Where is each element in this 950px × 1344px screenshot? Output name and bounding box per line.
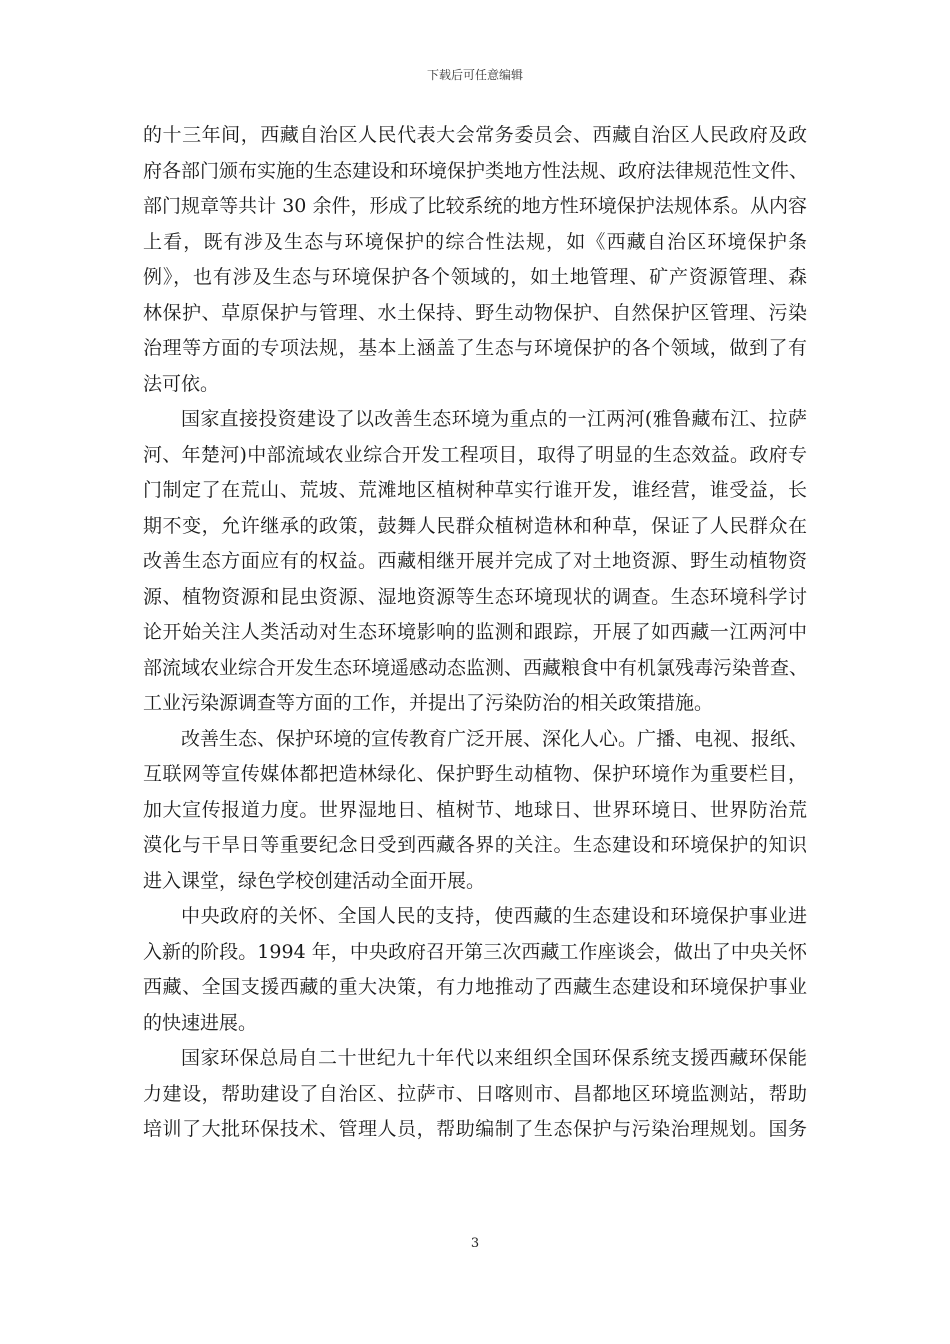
paragraph-line: 互联网等宣传媒体都把造林绿化、保护野生动植物、保护环境作为重要栏目， bbox=[143, 763, 807, 785]
page-header: 下载后可任意编辑 bbox=[426, 68, 523, 82]
paragraph-line: 力建设，帮助建设了自治区、拉萨市、日喀则市、昌都地区环境监测站，帮助 bbox=[143, 1082, 807, 1105]
paragraph-line: 国家环保总局自二十世纪九十年代以来组织全国环保系统支援西藏环保能 bbox=[181, 1047, 807, 1069]
paragraph-line: 西藏、全国支援西藏的重大决策，有力地推动了西藏生态建设和环境保护事业 bbox=[143, 976, 807, 998]
paragraph-line: 的快速进展。 bbox=[143, 1011, 258, 1034]
paragraph-line: 入新的阶段。1994 年，中央政府召开第三次西藏工作座谈会，做出了中央关怀 bbox=[143, 940, 807, 963]
paragraph-line: 中央政府的关怀、全国人民的支持，使西藏的生态建设和环境保护事业进 bbox=[181, 905, 807, 927]
paragraph-line: 府各部门颁布实施的生态建设和环境保护类地方性法规、政府法律规范性文件、 bbox=[143, 159, 809, 182]
paragraph-line: 工业污染源调查等方面的工作，并提出了污染防治的相关政策措施。 bbox=[143, 692, 714, 714]
paragraph-line: 林保护、草原保护与管理、水土保持、野生动物保护、自然保护区管理、污染 bbox=[143, 301, 807, 324]
paragraph-line: 加大宣传报道力度。世界湿地日、植树节、地球日、世界环境日、世界防治荒 bbox=[143, 798, 807, 821]
paragraph-line: 例》，也有涉及生态与环境保护各个领域的，如土地管理、矿产资源管理、森 bbox=[143, 266, 807, 288]
paragraph-line: 上看，既有涉及生态与环境保护的综合性法规，如《西藏自治区环境保护条 bbox=[143, 230, 807, 253]
paragraph-line: 治理等方面的专项法规，基本上涵盖了生态与环境保护的各个领域，做到了有 bbox=[143, 337, 807, 359]
paragraph-line: 河、年楚河)中部流域农业综合开发工程项目，取得了明显的生态效益。政府专 bbox=[143, 443, 807, 466]
paragraph-line: 改善生态方面应有的权益。西藏相继开展并完成了对土地资源、野生动植物资 bbox=[143, 550, 807, 572]
paragraph-line: 源、植物资源和昆虫资源、湿地资源等生态环境现状的调查。生态环境科学讨 bbox=[143, 585, 807, 608]
paragraph bbox=[143, 402, 807, 722]
paragraph-line: 论开始关注人类活动对生态环境影响的监测和跟踪，开展了如西藏一江两河中 bbox=[143, 621, 807, 643]
body-text bbox=[143, 118, 807, 1148]
paragraph-line: 部流域农业综合开发生态环境遥感动态监测、西藏粮食中有机氯残毒污染普查、 bbox=[143, 656, 809, 679]
paragraph-line: 部门规章等共计 30 余件，形成了比较系统的地方性环境保护法规体系。从内容 bbox=[143, 195, 807, 217]
paragraph bbox=[143, 722, 807, 900]
paragraph-line: 国家直接投资建设了以改善生态环境为重点的一江两河(雅鲁藏布江、拉萨 bbox=[181, 408, 807, 430]
paragraph-line: 期不变，允许继承的政策，鼓舞人民群众植树造林和种草，保证了人民群众在 bbox=[143, 514, 807, 537]
paragraph bbox=[143, 899, 807, 1041]
paragraph bbox=[143, 1041, 807, 1148]
paragraph-line: 法可依。 bbox=[143, 372, 220, 395]
paragraph-line: 培训了大批环保技术、管理人员，帮助编制了生态保护与污染治理规划。国务 bbox=[143, 1118, 807, 1140]
paragraph-line: 改善生态、保护环境的宣传教育广泛开展、深化人心。广播、电视、报纸、 bbox=[181, 727, 809, 750]
paragraph-line: 进入课堂，绿色学校创建活动全面开展。 bbox=[143, 869, 486, 892]
page-number: 3 bbox=[470, 1236, 480, 1251]
paragraph-line: 的十三年间，西藏自治区人民代表大会常务委员会、西藏自治区人民政府及政 bbox=[143, 124, 807, 146]
paragraph-line: 门制定了在荒山、荒坡、荒滩地区植树种草实行谁开发，谁经营，谁受益，长 bbox=[143, 479, 807, 501]
paragraph bbox=[143, 118, 807, 402]
paragraph-line: 漠化与干旱日等重要纪念日受到西藏各界的关注。生态建设和环境保护的知识 bbox=[143, 834, 807, 856]
